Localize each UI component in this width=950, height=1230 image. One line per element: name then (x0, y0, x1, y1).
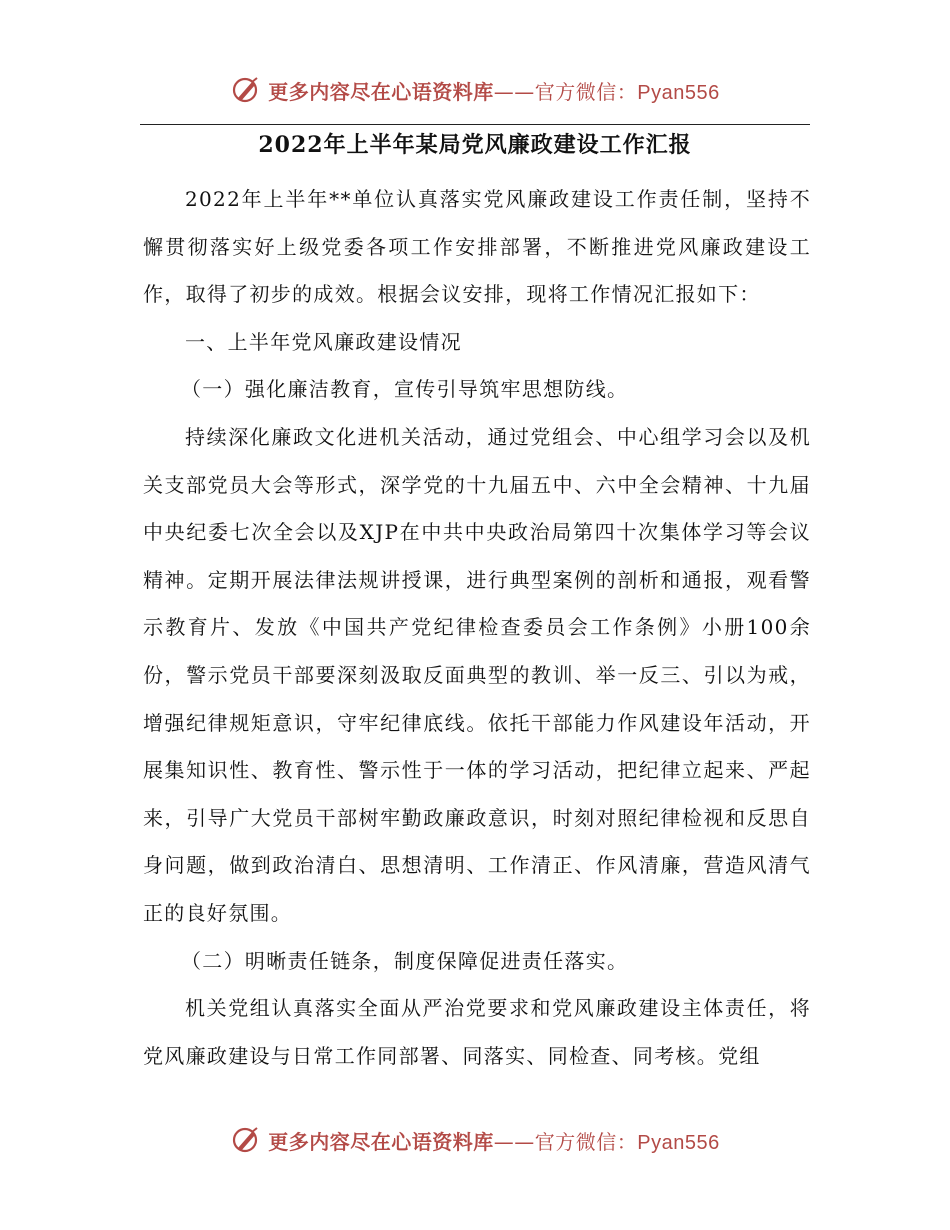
document-title: 2022年上半年某局党风廉政建设工作汇报 (258, 132, 692, 158)
paragraph-body: 机关党组认真落实全面从严治党要求和党风廉政建设主体责任，将党风廉政建设与日常工作同部署、同落实、同检查、同考核。党组 (143, 996, 811, 1068)
paragraph-intro: 2022年上半年**单位认真落实党风廉政建设工作责任制，坚持不懈贯彻落实好上级党委各项工作安排部署，不断推进党风廉政建设工作，取得了初步的成效。根据会议安排，现将工作情况汇报如下： (143, 187, 811, 307)
header-banner (0, 68, 950, 112)
banner-wechat-id: Pyan556 (637, 81, 720, 104)
footer-banner-text (268, 1126, 719, 1155)
banner-main-text: 更多内容尽在心语资料库 (268, 1129, 494, 1154)
subsection-heading: （一）强化廉洁教育，宣传引导筑牢思想防线。 (181, 377, 629, 402)
banner-separator: —— (493, 1129, 535, 1154)
header-rule (140, 124, 810, 125)
footer-banner (0, 1118, 950, 1162)
header-banner-text (268, 76, 719, 105)
subsection-heading: （二）明晰责任链条，制度保障促进责任落实。 (181, 948, 629, 973)
banner-separator: —— (493, 79, 535, 104)
quill-logo-icon (230, 1124, 262, 1156)
banner-main-text: 更多内容尽在心语资料库 (268, 79, 494, 104)
quill-logo-icon (230, 74, 262, 106)
paragraph-body: 持续深化廉政文化进机关活动，通过党组会、中心组学习会以及机关支部党员大会等形式，深学党的十九届五中、六中全会精神、十九届中央纪委七次全会以及XJP在中共中央政治局第四十次集体学习等会议精神。定期开展法律法规讲授课，进行典型案例的剖析和通报，观看警示教育片、发放《中国共产党纪律检查委员会工作条例》小册100余份，警示党员干部要深刻汲取反面典型的教训、举一反三、引以为戒，增强纪律规矩意识，守牢纪律底线。依托干部能力作风建设年活动，开展集知识性、教育性、警示性于一体的学习活动，把纪律立起来、严起来，引导广大党员干部树牢勤政廉政意识，时刻对照纪律检视和反思自身问题，做到政治清白、思想清明、工作清正、作风清廉，营造风清气正的良好氛围。 (143, 424, 811, 925)
section-heading: 一、上半年党风廉政建设情况 (185, 329, 462, 354)
document-body (143, 176, 811, 1080)
banner-wechat-label: 官方微信： (534, 79, 638, 104)
banner-wechat-label: 官方微信： (534, 1129, 638, 1154)
banner-wechat-id: Pyan556 (637, 1131, 720, 1154)
